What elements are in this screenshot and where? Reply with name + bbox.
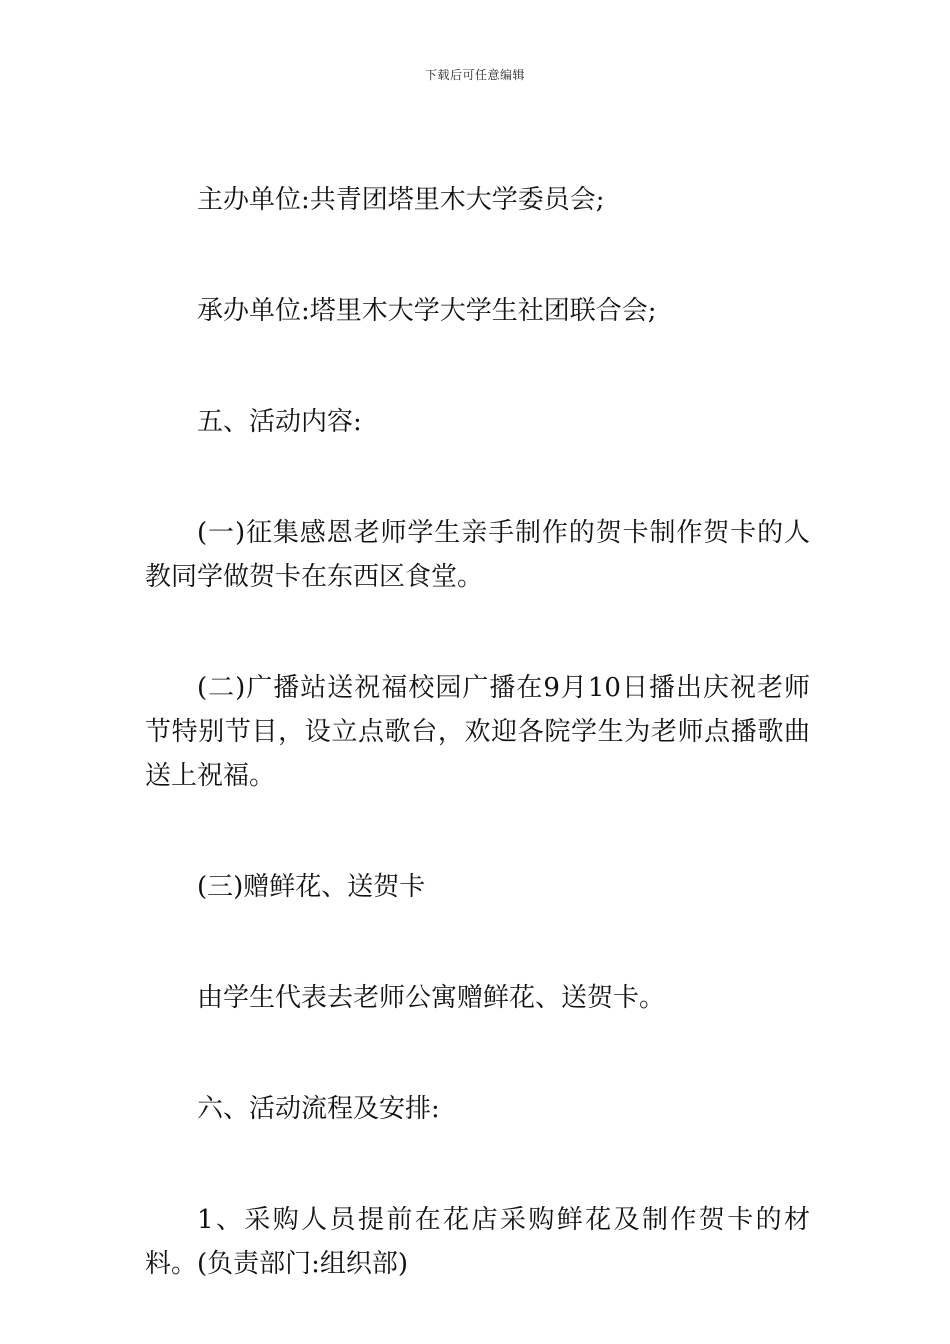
item-three-heading: (三)赠鲜花、送贺卡 (197, 872, 426, 902)
item-one-paragraph: (一)征集感恩老师学生亲手制作的贺卡制作贺卡的人教同学做贺卡在东西区食堂。 (145, 518, 810, 592)
document-body (145, 178, 810, 1286)
section-heading-process: 六、活动流程及安排: (197, 1094, 440, 1124)
co-organizer-paragraph: 承办单位:塔里木大学大学生社团联合会; (197, 296, 657, 326)
organizer-paragraph: 主办单位:共青团塔里木大学委员会; (197, 185, 605, 215)
item-two-paragraph: (二)广播站送祝福校园广播在9月10日播出庆祝老师节特别节目，设立点歌台，欢迎各院学生为老师点播歌曲送上祝福。 (145, 673, 810, 791)
section-heading-activity-content: 五、活动内容: (197, 407, 362, 437)
item-three-paragraph: 由学生代表去老师公寓赠鲜花、送贺卡。 (197, 983, 666, 1013)
header-note: 下载后可任意编辑 (424, 68, 525, 82)
process-step-one-paragraph: 1、采购人员提前在花店采购鲜花及制作贺卡的材料。(负责部门:组织部) (145, 1205, 810, 1279)
